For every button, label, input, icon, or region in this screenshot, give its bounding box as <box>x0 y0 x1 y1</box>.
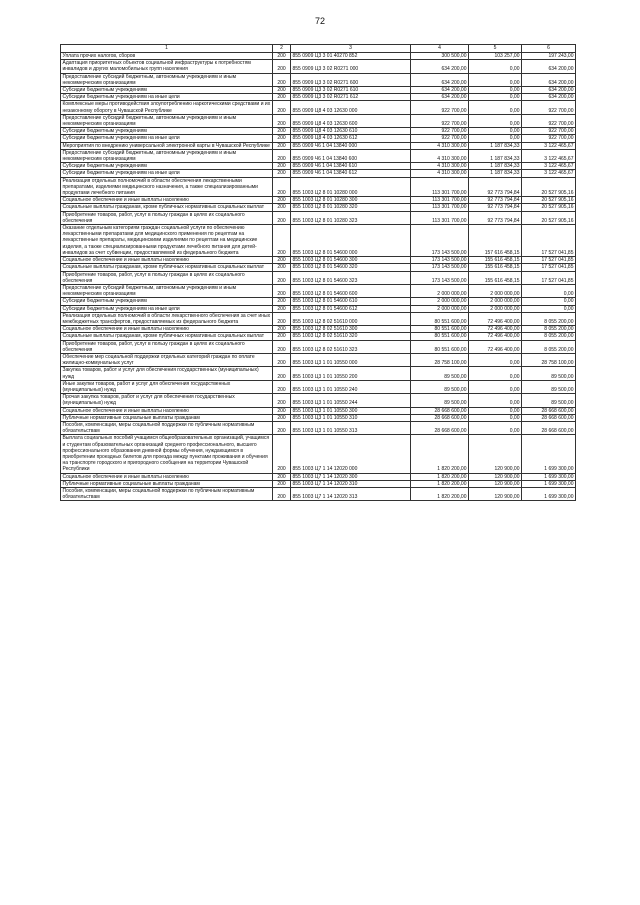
table-row <box>61 94 576 101</box>
line-item-name: Приобретение товаров, работ, услуг в пользу граждан в целях их социального обеспечения <box>61 211 273 224</box>
unexecuted-amount: 0,00 <box>522 298 576 305</box>
approved-amount: 113 301 700,00 <box>411 211 469 224</box>
line-code: 200 <box>273 53 291 60</box>
line-item-name: Обеспечение мер социальной поддержки отдельных категорий граждан по оплате жилищно-коммунальных услуг <box>61 353 273 366</box>
table-row <box>61 197 576 204</box>
budget-classification-code: 855 0909 Ц3 3 02 R0271 610 <box>291 87 411 94</box>
unexecuted-amount: 28 668 600,00 <box>522 407 576 414</box>
unexecuted-amount: 3 122 465,67 <box>522 149 576 162</box>
approved-amount: 173 143 500,00 <box>411 257 469 264</box>
budget-classification-code: 855 0909 Ц8 4 03 12630 000 <box>291 101 411 114</box>
table-row <box>61 101 576 114</box>
approved-amount: 634 200,00 <box>411 94 469 101</box>
table-row <box>61 264 576 271</box>
unexecuted-amount: 20 527 905,16 <box>522 197 576 204</box>
budget-classification-code: 855 1003 Ц2 8 01 10280 323 <box>291 211 411 224</box>
line-code: 200 <box>273 284 291 297</box>
line-code: 200 <box>273 128 291 135</box>
approved-amount: 2 000 000,00 <box>411 298 469 305</box>
table-row <box>61 473 576 480</box>
budget-classification-code: 855 1003 Ц2 8 02 51610 000 <box>291 312 411 325</box>
line-code: 200 <box>273 257 291 264</box>
line-item-name: Прочая закупка товаров, работ и услуг для обеспечения государственных (муниципальных) нужд <box>61 394 273 407</box>
table-row <box>61 87 576 94</box>
line-item-name: Субсидии бюджетным учреждениям <box>61 128 273 135</box>
line-code: 200 <box>273 367 291 380</box>
executed-amount: 120 900,00 <box>469 473 522 480</box>
approved-amount: 300 500,00 <box>411 53 469 60</box>
approved-amount: 1 820 200,00 <box>411 488 469 501</box>
line-code: 200 <box>273 421 291 434</box>
approved-amount: 173 143 500,00 <box>411 225 469 257</box>
executed-amount: 155 616 458,15 <box>469 257 522 264</box>
table-row <box>61 340 576 353</box>
budget-classification-code: 855 1003 Ц7 1 14 12020 310 <box>291 480 411 487</box>
approved-amount: 4 310 300,00 <box>411 142 469 149</box>
column-header-6: 6 <box>522 45 576 53</box>
table-row <box>61 414 576 421</box>
approved-amount: 28 668 600,00 <box>411 421 469 434</box>
executed-amount: 1 187 834,33 <box>469 149 522 162</box>
executed-amount: 120 900,00 <box>469 488 522 501</box>
table-row <box>61 284 576 297</box>
budget-classification-code: 855 0909 Ц8 4 03 12630 612 <box>291 135 411 142</box>
budget-classification-code: 855 1003 Ц3 1 01 10550 200 <box>291 367 411 380</box>
unexecuted-amount: 89 500,00 <box>522 367 576 380</box>
budget-classification-code: 855 1003 Ц2 8 01 10280 300 <box>291 197 411 204</box>
line-item-name: Иные закупки товаров, работ и услуг для обеспечения государственных (муниципальных) нужд <box>61 380 273 393</box>
unexecuted-amount: 922 700,00 <box>522 135 576 142</box>
line-item-name: Пособия, компенсации, меры социальной поддержки по публичным нормативным обязательствам <box>61 488 273 501</box>
unexecuted-amount: 89 500,00 <box>522 380 576 393</box>
approved-amount: 1 820 200,00 <box>411 473 469 480</box>
line-item-name: Субсидии бюджетным учреждениям <box>61 87 273 94</box>
table-row <box>61 163 576 170</box>
executed-amount: 0,00 <box>469 353 522 366</box>
executed-amount: 2 000 000,00 <box>469 305 522 312</box>
table-row <box>61 170 576 177</box>
budget-classification-code: 855 0909 Ц8 4 03 12630 600 <box>291 114 411 127</box>
line-item-name: Предоставление субсидий бюджетным, автономным учреждениям и иным некоммерческим организациям <box>61 284 273 297</box>
line-code: 200 <box>273 488 291 501</box>
line-code: 200 <box>273 225 291 257</box>
budget-classification-code: 855 1003 Ц2 8 01 54600 320 <box>291 264 411 271</box>
line-code: 200 <box>273 264 291 271</box>
table-row <box>61 257 576 264</box>
line-item-name: Публичные нормативные социальные выплаты гражданам <box>61 480 273 487</box>
approved-amount: 922 700,00 <box>411 128 469 135</box>
approved-amount: 173 143 500,00 <box>411 264 469 271</box>
approved-amount: 80 551 600,00 <box>411 326 469 333</box>
unexecuted-amount: 922 700,00 <box>522 101 576 114</box>
line-item-name: Реализация отдельных полномочий в области обеспечения лекарственными препаратами, изделиями медицинского назначения, а также специализированными продуктами лечебного питания <box>61 177 273 197</box>
table-row <box>61 326 576 333</box>
line-item-name: Субсидии бюджетным учреждениям <box>61 298 273 305</box>
budget-classification-code: 855 1003 Ц2 8 02 51610 320 <box>291 333 411 340</box>
unexecuted-amount: 3 122 465,67 <box>522 170 576 177</box>
unexecuted-amount: 17 527 041,85 <box>522 225 576 257</box>
executed-amount: 103 257,00 <box>469 53 522 60</box>
budget-classification-code: 855 1003 Ц3 1 01 10550 000 <box>291 353 411 366</box>
budget-classification-code: 855 1003 Ц2 8 02 51610 323 <box>291 340 411 353</box>
approved-amount: 28 758 100,00 <box>411 353 469 366</box>
table-row <box>61 480 576 487</box>
unexecuted-amount: 634 200,00 <box>522 60 576 73</box>
executed-amount: 2 000 000,00 <box>469 298 522 305</box>
executed-amount: 0,00 <box>469 414 522 421</box>
line-code: 200 <box>273 114 291 127</box>
line-code: 200 <box>273 87 291 94</box>
table-row <box>61 407 576 414</box>
column-header-4: 4 <box>411 45 469 53</box>
table-row <box>61 128 576 135</box>
executed-amount: 0,00 <box>469 394 522 407</box>
line-item-name: Закупка товаров, работ и услуг для обеспечения государственных (муниципальных) нужд <box>61 367 273 380</box>
budget-classification-code: 855 0909 Ч6 1 04 13840 600 <box>291 149 411 162</box>
unexecuted-amount: 0,00 <box>522 284 576 297</box>
line-code: 200 <box>273 312 291 325</box>
line-code: 200 <box>273 380 291 393</box>
executed-amount: 1 187 834,33 <box>469 163 522 170</box>
executed-amount: 157 616 458,15 <box>469 225 522 257</box>
budget-classification-code: 855 1003 Ц2 8 01 10280 320 <box>291 204 411 211</box>
unexecuted-amount: 1 699 300,00 <box>522 435 576 473</box>
line-code: 200 <box>273 101 291 114</box>
budget-classification-code: 855 1003 Ц3 1 01 10550 310 <box>291 414 411 421</box>
executed-amount: 0,00 <box>469 87 522 94</box>
approved-amount: 80 551 600,00 <box>411 312 469 325</box>
budget-classification-code: 855 0909 Ц3 3 02 R0271 612 <box>291 94 411 101</box>
table-row <box>61 177 576 197</box>
line-item-name: Социальное обеспечение и иные выплаты населению <box>61 257 273 264</box>
table-row <box>61 305 576 312</box>
line-item-name: Предоставление субсидий бюджетным, автономным учреждениям и иным некоммерческим организациям <box>61 73 273 86</box>
line-code: 200 <box>273 333 291 340</box>
line-item-name: Субсидии бюджетным учреждениям на иные цели <box>61 170 273 177</box>
budget-classification-code: 855 1003 Ц2 8 02 51610 300 <box>291 326 411 333</box>
executed-amount: 0,00 <box>469 407 522 414</box>
executed-amount: 155 616 458,15 <box>469 264 522 271</box>
line-code: 200 <box>273 149 291 162</box>
table-row <box>61 73 576 86</box>
executed-amount: 92 773 794,84 <box>469 197 522 204</box>
table-row <box>61 488 576 501</box>
unexecuted-amount: 197 243,00 <box>522 53 576 60</box>
approved-amount: 922 700,00 <box>411 101 469 114</box>
budget-classification-code: 855 0909 Ц8 4 03 12630 610 <box>291 128 411 135</box>
line-item-name: Пособия, компенсации, меры социальной поддержки по публичным нормативным обязательствам <box>61 421 273 434</box>
unexecuted-amount: 8 055 200,00 <box>522 333 576 340</box>
executed-amount: 92 773 794,84 <box>469 211 522 224</box>
table-row <box>61 353 576 366</box>
budget-classification-code: 855 1003 Ц2 8 01 54600 300 <box>291 257 411 264</box>
line-code: 200 <box>273 204 291 211</box>
executed-amount: 0,00 <box>469 101 522 114</box>
budget-classification-code: 855 1003 Ц7 1 14 12020 313 <box>291 488 411 501</box>
column-header-2: 2 <box>273 45 291 53</box>
unexecuted-amount: 634 200,00 <box>522 94 576 101</box>
budget-classification-code: 855 0909 Ц3 3 02 R0271 000 <box>291 60 411 73</box>
line-code: 200 <box>273 407 291 414</box>
line-item-name: Субсидии бюджетным учреждениям на иные цели <box>61 305 273 312</box>
executed-amount: 120 900,00 <box>469 480 522 487</box>
line-item-name: Социальное обеспечение и иные выплаты населению <box>61 473 273 480</box>
table-row <box>61 211 576 224</box>
budget-classification-code: 855 1003 Ц2 8 01 54600 610 <box>291 298 411 305</box>
approved-amount: 80 551 600,00 <box>411 340 469 353</box>
unexecuted-amount: 3 122 465,67 <box>522 142 576 149</box>
budget-classification-code: 855 1003 Ц3 1 01 10550 244 <box>291 394 411 407</box>
budget-classification-code: 855 0909 Ч6 1 04 13840 612 <box>291 170 411 177</box>
line-item-name: Уплата прочих налогов, сборов <box>61 53 273 60</box>
approved-amount: 634 200,00 <box>411 60 469 73</box>
line-code: 200 <box>273 163 291 170</box>
line-item-name: Социальное обеспечение и иные выплаты населению <box>61 326 273 333</box>
table-row <box>61 204 576 211</box>
unexecuted-amount: 1 699 300,00 <box>522 480 576 487</box>
line-item-name: Адаптация приоритетных объектов социальной инфраструктуры к потребностям инвалидов и других маломобильных групп населения <box>61 60 273 73</box>
table-row <box>61 225 576 257</box>
line-item-name: Социальное обеспечение и иные выплаты населению <box>61 197 273 204</box>
table-row <box>61 298 576 305</box>
budget-classification-code: 855 0909 Ц3 3 01 40270 852 <box>291 53 411 60</box>
approved-amount: 89 500,00 <box>411 367 469 380</box>
approved-amount: 922 700,00 <box>411 135 469 142</box>
executed-amount: 0,00 <box>469 114 522 127</box>
executed-amount: 92 773 794,84 <box>469 177 522 197</box>
line-item-name: Публичные нормативные социальные выплаты гражданам <box>61 414 273 421</box>
approved-amount: 2 000 000,00 <box>411 305 469 312</box>
unexecuted-amount: 8 055 200,00 <box>522 326 576 333</box>
unexecuted-amount: 1 699 300,00 <box>522 488 576 501</box>
executed-amount: 0,00 <box>469 73 522 86</box>
line-code: 200 <box>273 60 291 73</box>
line-code: 200 <box>273 353 291 366</box>
executed-amount: 0,00 <box>469 94 522 101</box>
budget-classification-code: 855 1003 Ц7 1 14 12020 000 <box>291 435 411 473</box>
executed-amount: 120 900,00 <box>469 435 522 473</box>
table-row <box>61 53 576 60</box>
approved-amount: 4 310 300,00 <box>411 170 469 177</box>
approved-amount: 28 668 600,00 <box>411 407 469 414</box>
line-item-name: Оказание отдельным категориям граждан социальной услуги по обеспечению лекарственными препаратами для медицинского применения по рецептам на лекарственные препараты, медицинскими изделиями по рецептам на медицинские изделия, а также специализированными продуктами лечебного питания для детей-инвалидов за счет субвенции, предоставляемой из федерального бюджета <box>61 225 273 257</box>
executed-amount: 0,00 <box>469 380 522 393</box>
line-item-name: Субсидии бюджетным учреждениям на иные цели <box>61 94 273 101</box>
line-code: 200 <box>273 480 291 487</box>
approved-amount: 634 200,00 <box>411 73 469 86</box>
unexecuted-amount: 17 527 041,85 <box>522 264 576 271</box>
unexecuted-amount: 8 055 200,00 <box>522 340 576 353</box>
executed-amount: 92 773 794,84 <box>469 204 522 211</box>
approved-amount: 113 301 700,00 <box>411 197 469 204</box>
column-header-1: 1 <box>61 45 273 53</box>
line-item-name: Комплексные меры противодействия злоупотреблению наркотическими средствами и их незаконному обороту в Чувашской Республике <box>61 101 273 114</box>
unexecuted-amount: 89 500,00 <box>522 394 576 407</box>
budget-classification-code: 855 1003 Ц3 1 01 10550 313 <box>291 421 411 434</box>
line-code: 200 <box>273 211 291 224</box>
line-item-name: Приобретение товаров, работ, услуг в пользу граждан в целях их социального обеспечения <box>61 340 273 353</box>
line-item-name: Субсидии бюджетным учреждениям <box>61 163 273 170</box>
line-code: 200 <box>273 435 291 473</box>
budget-classification-code: 855 0909 Ц3 3 02 R0271 600 <box>291 73 411 86</box>
column-header-3: 3 <box>291 45 411 53</box>
line-code: 200 <box>273 326 291 333</box>
line-item-name: Субсидии бюджетным учреждениям на иные цели <box>61 135 273 142</box>
approved-amount: 2 000 000,00 <box>411 284 469 297</box>
table-row <box>61 421 576 434</box>
executed-amount: 72 496 400,00 <box>469 340 522 353</box>
line-code: 200 <box>273 305 291 312</box>
approved-amount: 113 301 700,00 <box>411 204 469 211</box>
budget-classification-code: 855 1003 Ц2 8 01 54600 600 <box>291 284 411 297</box>
line-item-name: Приобретение товаров, работ, услуг в пользу граждан в целях их социального обеспечения <box>61 271 273 284</box>
unexecuted-amount: 634 200,00 <box>522 73 576 86</box>
line-code: 200 <box>273 135 291 142</box>
approved-amount: 113 301 700,00 <box>411 177 469 197</box>
budget-classification-code: 855 1003 Ц7 1 14 12020 300 <box>291 473 411 480</box>
approved-amount: 4 310 300,00 <box>411 163 469 170</box>
approved-amount: 1 820 200,00 <box>411 480 469 487</box>
executed-amount: 155 616 458,15 <box>469 271 522 284</box>
executed-amount: 1 187 834,33 <box>469 142 522 149</box>
table-row <box>61 135 576 142</box>
budget-classification-code: 855 1003 Ц2 8 01 10280 000 <box>291 177 411 197</box>
approved-amount: 4 310 300,00 <box>411 149 469 162</box>
unexecuted-amount: 17 527 041,85 <box>522 271 576 284</box>
budget-classification-code: 855 0909 Ч6 1 04 13840 610 <box>291 163 411 170</box>
budget-classification-code: 855 1003 Ц3 1 01 10550 240 <box>291 380 411 393</box>
unexecuted-amount: 20 527 905,16 <box>522 177 576 197</box>
line-code: 200 <box>273 298 291 305</box>
line-code: 200 <box>273 177 291 197</box>
line-item-name: Выплата социальных пособий учащимся общеобразовательных организаций, учащимся и студентам образовательных организаций среднего профессионального, высшего профессионального образования дневной формы обучения, нуждающимся в приобретении проездных билетов для проезда между пунктами проживания и обучения на транспорте городского и пригородного сообщения на территории Чувашской Республики <box>61 435 273 473</box>
approved-amount: 1 820 200,00 <box>411 435 469 473</box>
executed-amount: 0,00 <box>469 421 522 434</box>
executed-amount: 72 496 400,00 <box>469 312 522 325</box>
unexecuted-amount: 17 527 041,85 <box>522 257 576 264</box>
line-code: 200 <box>273 473 291 480</box>
unexecuted-amount: 28 668 600,00 <box>522 421 576 434</box>
table-row <box>61 142 576 149</box>
line-item-name: Предоставление субсидий бюджетным, автономным учреждениям и иным некоммерческим организациям <box>61 114 273 127</box>
table-row <box>61 114 576 127</box>
unexecuted-amount: 8 055 200,00 <box>522 312 576 325</box>
executed-amount: 0,00 <box>469 60 522 73</box>
line-code: 200 <box>273 394 291 407</box>
line-item-name: Социальное обеспечение и иные выплаты населению <box>61 407 273 414</box>
line-code: 200 <box>273 142 291 149</box>
table-row <box>61 394 576 407</box>
column-number-header-row <box>61 45 576 53</box>
table-body <box>61 53 576 501</box>
unexecuted-amount: 3 122 465,67 <box>522 163 576 170</box>
line-item-name: Социальные выплаты гражданам, кроме публичных нормативных социальных выплат <box>61 264 273 271</box>
line-item-name: Мероприятия по внедрению универсальной электронной карты в Чувашской Республике <box>61 142 273 149</box>
line-item-name: Предоставление субсидий бюджетным, автономным учреждениям и иным некоммерческим организациям <box>61 149 273 162</box>
unexecuted-amount: 922 700,00 <box>522 128 576 135</box>
table-row <box>61 380 576 393</box>
table-row <box>61 271 576 284</box>
line-code: 200 <box>273 94 291 101</box>
budget-classification-code: 855 1003 Ц2 8 01 54600 323 <box>291 271 411 284</box>
unexecuted-amount: 0,00 <box>522 305 576 312</box>
budget-classification-code: 855 1003 Ц2 8 01 54600 612 <box>291 305 411 312</box>
table-row <box>61 312 576 325</box>
line-item-name: Реализация отдельных полномочий в области лекарственного обеспечения за счет иных межбюджетных трансфертов, предоставляемых из федерального бюджета <box>61 312 273 325</box>
unexecuted-amount: 634 200,00 <box>522 87 576 94</box>
page-number: 72 <box>314 16 325 26</box>
unexecuted-amount: 922 700,00 <box>522 114 576 127</box>
approved-amount: 28 668 600,00 <box>411 414 469 421</box>
unexecuted-amount: 28 758 100,00 <box>522 353 576 366</box>
line-code: 200 <box>273 340 291 353</box>
budget-classification-code: 855 1003 Ц2 8 01 54600 000 <box>291 225 411 257</box>
line-code: 200 <box>273 170 291 177</box>
executed-amount: 1 187 834,33 <box>469 170 522 177</box>
approved-amount: 634 200,00 <box>411 87 469 94</box>
table-row <box>61 333 576 340</box>
line-item-name: Социальные выплаты гражданам, кроме публичных нормативных социальных выплат <box>61 204 273 211</box>
unexecuted-amount: 20 527 905,16 <box>522 211 576 224</box>
executed-amount: 2 000 000,00 <box>469 284 522 297</box>
executed-amount: 0,00 <box>469 367 522 380</box>
budget-execution-table <box>60 44 576 501</box>
line-code: 200 <box>273 197 291 204</box>
table-row <box>61 60 576 73</box>
approved-amount: 89 500,00 <box>411 394 469 407</box>
executed-amount: 72 496 400,00 <box>469 326 522 333</box>
table-row <box>61 367 576 380</box>
executed-amount: 0,00 <box>469 128 522 135</box>
approved-amount: 89 500,00 <box>411 380 469 393</box>
budget-classification-code: 855 0909 Ч6 1 04 13840 000 <box>291 142 411 149</box>
approved-amount: 922 700,00 <box>411 114 469 127</box>
unexecuted-amount: 28 668 600,00 <box>522 414 576 421</box>
executed-amount: 0,00 <box>469 135 522 142</box>
column-header-5: 5 <box>469 45 522 53</box>
budget-classification-code: 855 1003 Ц3 1 01 10550 300 <box>291 407 411 414</box>
line-code: 200 <box>273 414 291 421</box>
executed-amount: 72 496 400,00 <box>469 333 522 340</box>
unexecuted-amount: 1 699 300,00 <box>522 473 576 480</box>
approved-amount: 80 551 600,00 <box>411 333 469 340</box>
unexecuted-amount: 20 527 905,16 <box>522 204 576 211</box>
table-row <box>61 435 576 473</box>
line-code: 200 <box>273 271 291 284</box>
line-item-name: Социальные выплаты гражданам, кроме публичных нормативных социальных выплат <box>61 333 273 340</box>
table-row <box>61 149 576 162</box>
line-code: 200 <box>273 73 291 86</box>
approved-amount: 173 143 500,00 <box>411 271 469 284</box>
